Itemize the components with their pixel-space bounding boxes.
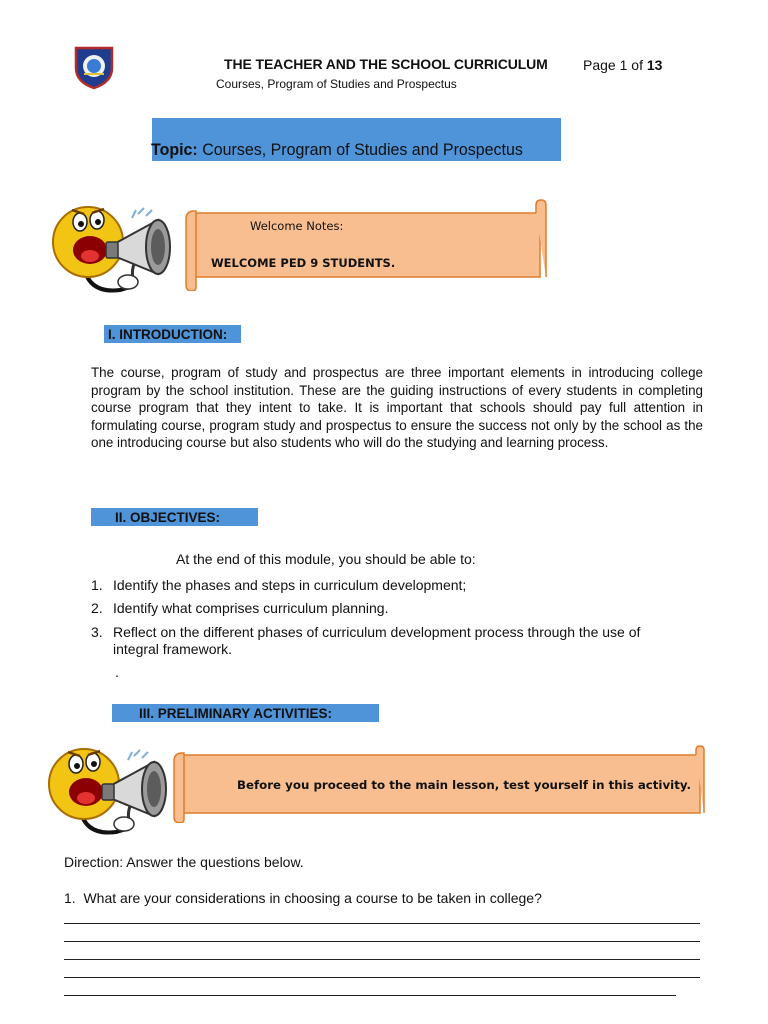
objective-item-continuation: integral framework. bbox=[113, 641, 233, 657]
document-subtitle: Courses, Program of Studies and Prospectus bbox=[216, 77, 457, 91]
page-indicator: Page 1 of 13 bbox=[583, 57, 663, 73]
direction-text: Direction: Answer the questions below. bbox=[64, 854, 304, 870]
introduction-paragraph: The course, program of study and prospectus are three important elements in introducing college program by the school institution. These are the guiding instructions of every students in completing course program that they intent to take. It is important that schools should pay full attention in formulating course, program study and prospectus to ensure the success not only by the school as the one introducing course but also students who will do the studying and learning process. bbox=[91, 365, 703, 451]
answer-line[interactable] bbox=[64, 995, 676, 996]
introduction-heading: I. INTRODUCTION: bbox=[104, 325, 241, 343]
topic-title: Topic: Courses, Program of Studies and Prospectus bbox=[151, 140, 523, 159]
answer-line[interactable] bbox=[64, 977, 700, 978]
trailing-mark: . bbox=[115, 664, 119, 680]
welcome-scroll-banner bbox=[182, 199, 550, 291]
welcome-heading: Welcome Notes: bbox=[250, 219, 344, 233]
answer-line[interactable] bbox=[64, 941, 700, 942]
answer-line[interactable] bbox=[64, 959, 700, 960]
preliminary-heading: III. PRELIMINARY ACTIVITIES: bbox=[112, 704, 379, 722]
objectives-lead: At the end of this module, you should be able to: bbox=[176, 551, 476, 567]
shouting-smiley-megaphone-icon bbox=[50, 202, 186, 300]
activity-banner-text: Before you proceed to the main lesson, test yourself in this activity. bbox=[237, 778, 691, 792]
question-1: 1. What are your considerations in choosing a course to be taken in college? bbox=[64, 890, 542, 906]
welcome-message: WELCOME PED 9 STUDENTS. bbox=[211, 256, 396, 270]
objectives-heading: II. OBJECTIVES: bbox=[91, 508, 258, 526]
document-title: THE TEACHER AND THE SCHOOL CURRICULUM bbox=[224, 56, 548, 72]
school-seal-icon bbox=[70, 44, 118, 90]
shouting-smiley-megaphone-icon bbox=[46, 744, 182, 842]
answer-line[interactable] bbox=[64, 923, 700, 924]
